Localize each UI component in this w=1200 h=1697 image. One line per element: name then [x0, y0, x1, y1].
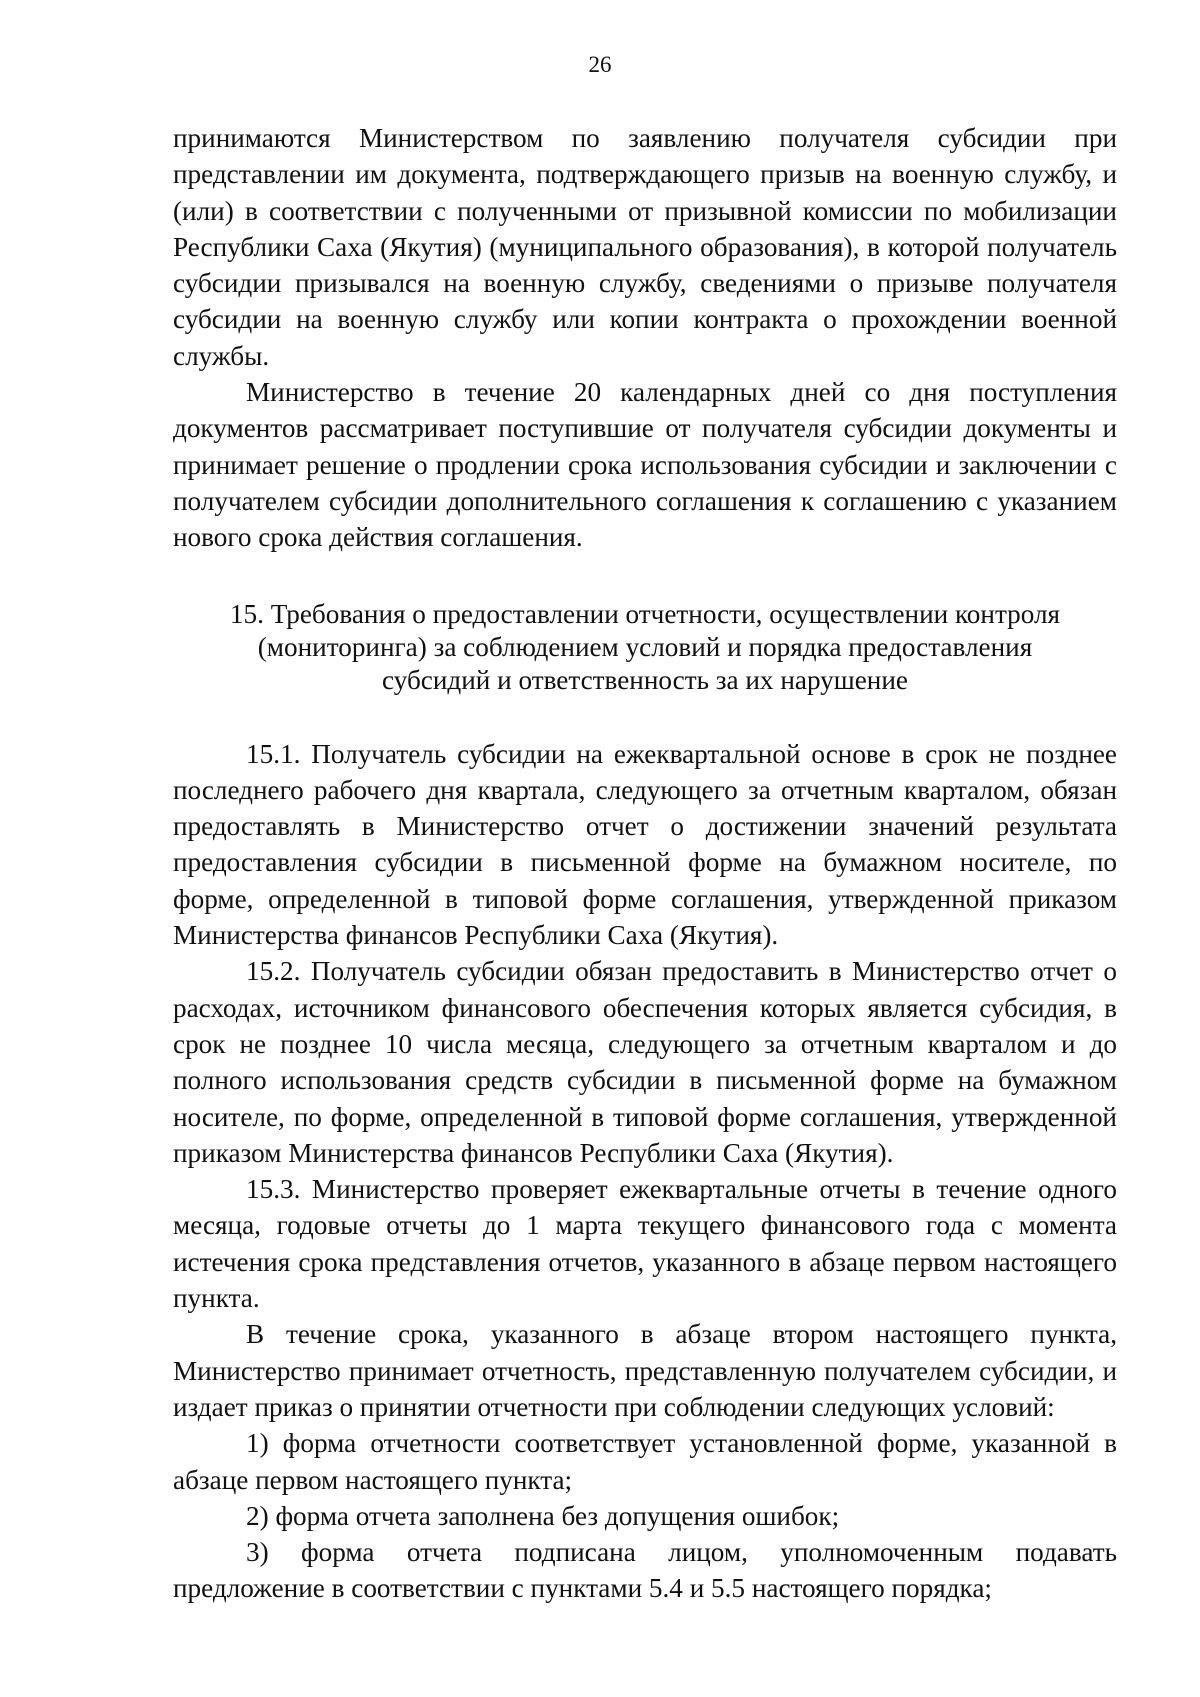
paragraph-acceptance-conditions: В течение срока, указанного в абзаце втором настоящего пункта, Министерство принимает отчетность, представленную получателем субсидии, и издает приказ о принятии отчетности при соблюдении следующих условий: — [173, 1319, 1117, 1422]
heading-line-3: субсидий и ответственность за их нарушение — [382, 664, 908, 695]
paragraph-ministry-review: Министерство в течение 20 календарных дней со дня поступления документов рассматривает поступившие от получателя субсидии документы и принимает решение о продлении срока использования субсидии и заключении с получателем субсидии дополнительного соглашения к соглашению с указанием нового срока действия соглашения. — [173, 377, 1117, 553]
paragraph-continuation: принимаются Министерством по заявлению получателя субсидии при представлении им документа, подтверждающего призыв на военную службу, и (или) в соответствии с полученными от призывной комиссии по мобилизации Республики Саха (Якутия) (муниципального образования), в которой получатель субсидии призывался на военную службу, сведениями о призыве получателя субсидии на военную службу или копии контракта о прохождении военной службы. — [173, 123, 1117, 371]
section-heading-15 — [173, 598, 1117, 697]
page-number: 26 — [588, 52, 612, 77]
paragraph-15-3: 15.3. Министерство проверяет ежеквартальные отчеты в течение одного месяца, годовые отчеты до 1 марта текущего финансового года с момента истечения срока представления отчетов, указанного в абзаце первом настоящего пункта. — [173, 1174, 1117, 1314]
heading-line-2: (мониторинга) за соблюдением условий и порядка предоставления — [257, 631, 1033, 662]
document-body — [173, 120, 1117, 1607]
list-item-3: 3) форма отчета подписана лицом, уполномоченным подавать предложение в соответствии с пунктами 5.4 и 5.5 настоящего порядка; — [173, 1537, 1117, 1604]
paragraph-15-2: 15.2. Получатель субсидии обязан предоставить в Министерство отчет о расходах, источником финансового обеспечения которых является субсидия, в срок не позднее 10 числа месяца, следующего за отчетным кварталом и до полного использования средств субсидии в письменной форме на бумажном носителе, по форме, определенной в типовой форме соглашения, утвержденной приказом Министерства финансов Республики Саха (Якутия). — [173, 956, 1117, 1168]
heading-line-1: 15. Требования о предоставлении отчетности, осуществлении контроля — [229, 598, 1061, 629]
list-item-2: 2) форма отчета заполнена без допущения ошибок; — [246, 1500, 840, 1531]
paragraph-15-1: 15.1. Получатель субсидии на ежеквартальной основе в срок не позднее последнего рабочего дня квартала, следующего за отчетным кварталом, обязан предоставлять в Министерство отчет о достижении значений результата предоставления субсидии в письменной форме на бумажном носителе, по форме, определенной в типовой форме соглашения, утвержденной приказом Министерства финансов Республики Саха (Якутия). — [173, 738, 1117, 951]
list-item-1: 1) форма отчетности соответствует установленной форме, указанной в абзаце первом настоящего пункта; — [173, 1428, 1117, 1495]
